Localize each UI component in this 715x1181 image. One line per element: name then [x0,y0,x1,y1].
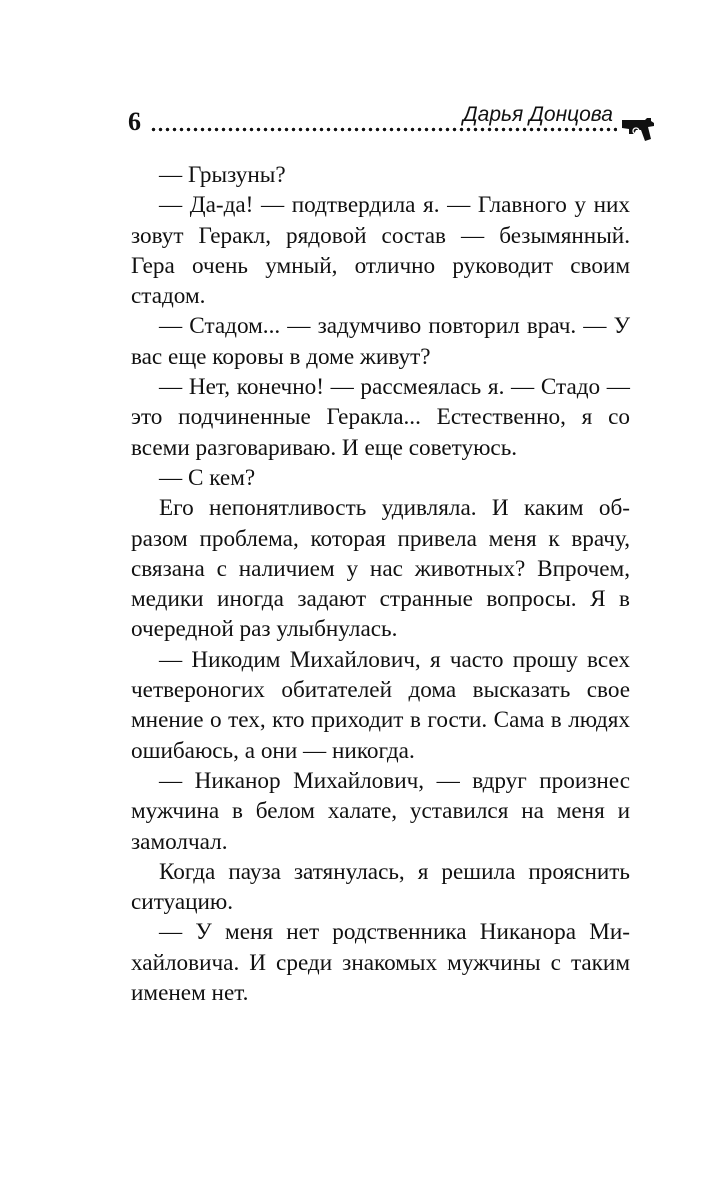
paragraph: — Стадом... — задумчиво повторил врач. — У вас еще коровы в доме живут? [131,313,630,370]
paragraph: Когда пауза затянулась, я решила прояснить ситуацию. [131,858,630,916]
paragraph: — У меня нет родственника Никанора Михайловича. И среди знакомых мужчины с таким именем нет. [131,919,630,1007]
paragraph: — Никодим Михайлович, я часто прошу всех четвероногих обитателей дома высказать свое мнение о тех, кто приходит в гости. Сама в людях ошибаюсь, а они — никогда. [131,646,630,764]
running-author: Дарья Донцова [457,103,613,127]
running-header [128,103,655,143]
paragraph: — Да-да! — подтвердила я. — Главного у них зовут Геракл, рядовой состав — безымянный. Гера очень умный, отлично руководит своим стадом. [131,192,630,310]
revolver-icon [621,117,655,143]
paragraph: — Грызуны? [159,162,286,188]
paragraph: — С кем? [159,464,256,491]
paragraph: Его непонятливость удивляла. И каким образом проблема, которая привела меня к врачу, связана с наличием у нас животных? Впрочем, медики иногда задают странные вопросы. Я в очередной раз улыбнулась. [131,495,630,643]
page-number: 6 [128,107,141,136]
book-text [131,160,630,1008]
dotted-leader [150,127,617,132]
paragraph: — Нет, конечно! — рассмеялась я. — Стадо — это подчиненные Геракла... Естественно, я со всеми разговариваю. И еще советуюсь. [131,374,630,461]
paragraph: — Никанор Михайлович, — вдруг произнес мужчина в белом халате, уставился на меня и замолчал. [131,767,630,855]
